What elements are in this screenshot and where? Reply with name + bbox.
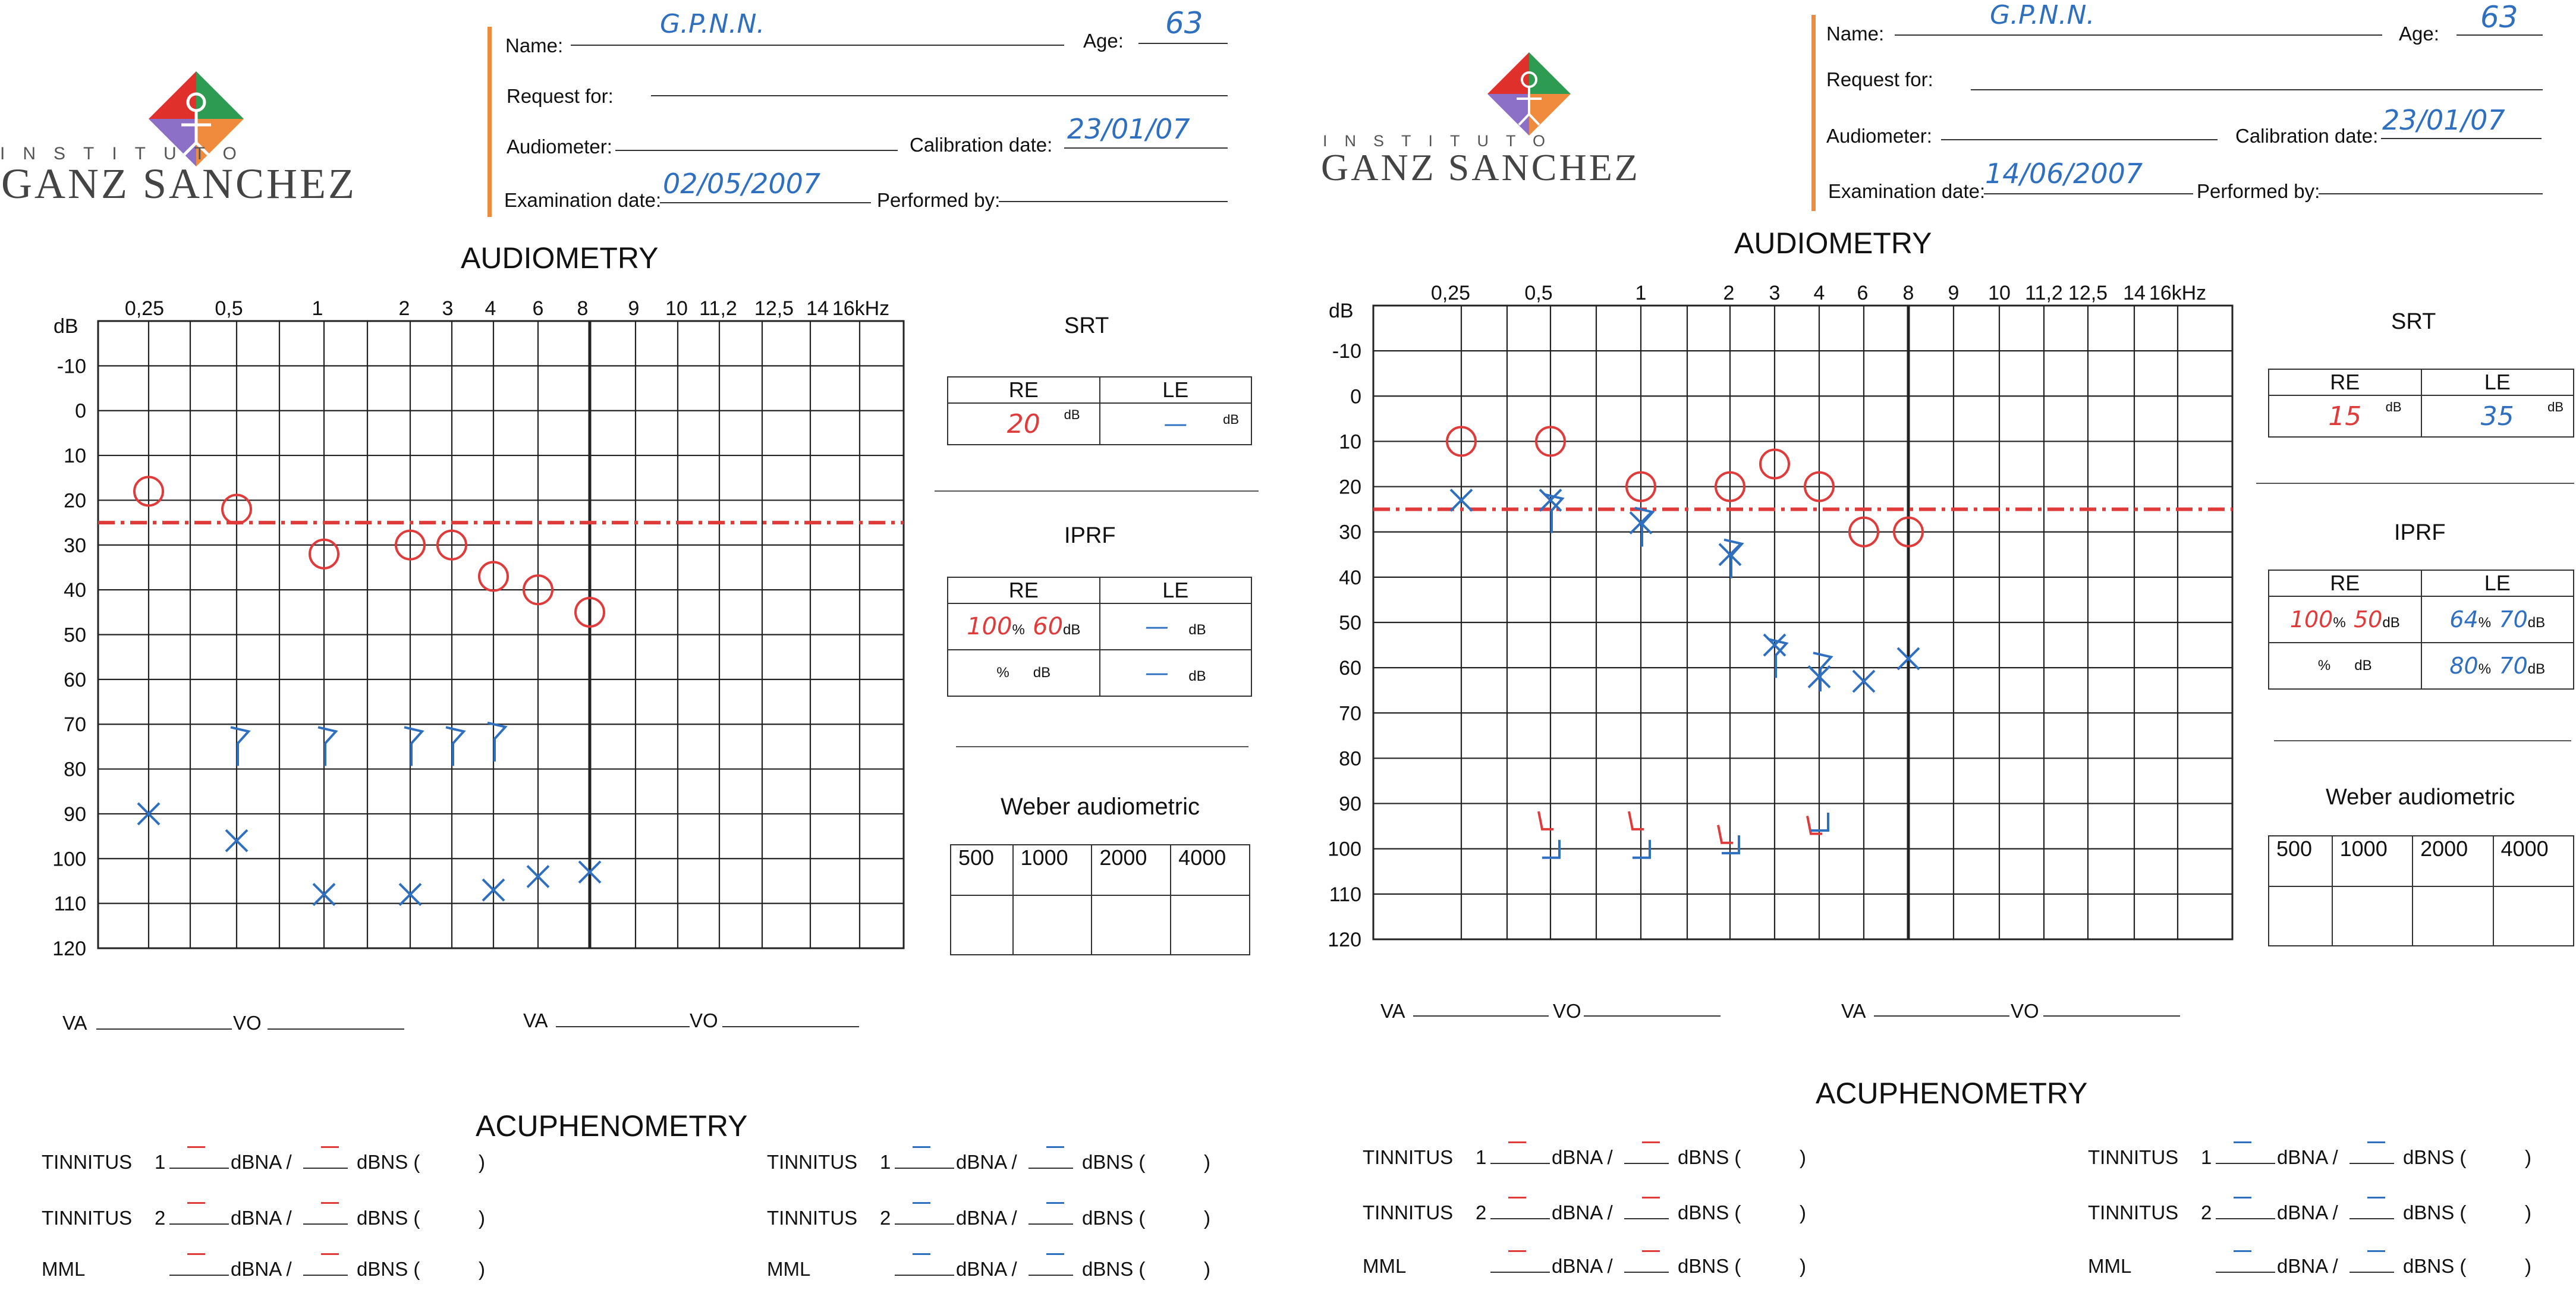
x-tick-label: 9	[1948, 282, 1959, 304]
calibration-field-line	[1064, 147, 1228, 149]
x-tick-label: 10	[665, 297, 688, 320]
name-label: Name:	[505, 34, 564, 56]
acu-hand-dash	[1642, 1141, 1660, 1143]
acu-row-label: TINNITUS	[1363, 1201, 1454, 1223]
x-tick-label: 6	[1857, 282, 1869, 304]
acu-row-number: 1	[155, 1151, 166, 1173]
acu-dbns-label: dBNS (	[1082, 1258, 1146, 1280]
acu-close-paren: )	[479, 1151, 485, 1173]
iprf-header-le: LE	[2421, 570, 2574, 596]
masked-bone-mark	[1718, 825, 1733, 843]
acu-dbna-label: dBNA /	[2277, 1255, 2338, 1277]
acu-close-paren: )	[2525, 1146, 2531, 1168]
request-label: Request for:	[507, 85, 614, 107]
acu-hand-dash	[2367, 1197, 2385, 1199]
y-tick-label: 100	[1328, 838, 1361, 861]
separator-line	[2256, 483, 2574, 484]
acu-hand-dash	[1046, 1146, 1064, 1148]
weber-header-500: 500	[2269, 836, 2332, 886]
acu-line	[1028, 1223, 1073, 1225]
srt-header-re: RE	[948, 377, 1100, 403]
acu-dbns-label: dBNS (	[2403, 1146, 2467, 1168]
audiometer-label: Audiometer:	[1826, 125, 1932, 147]
iprf-header-re: RE	[2269, 570, 2421, 596]
y-tick-label: 40	[1339, 566, 1361, 589]
acu-line	[895, 1168, 954, 1169]
weber-header-2000: 2000	[2413, 836, 2493, 886]
srt-le-cell	[2421, 395, 2574, 437]
x-tick-label: 11,2	[699, 297, 737, 320]
x-tick-label: 6	[532, 297, 544, 320]
srt-le-unit: dB	[2547, 400, 2564, 414]
y-tick-label: 110	[54, 892, 86, 916]
bone-conduction-left-mark	[318, 727, 336, 766]
iprf-title: IPRF	[1064, 523, 1116, 548]
bone-conduction-left-mark	[1769, 639, 1786, 678]
acu-hand-dash	[321, 1146, 339, 1148]
age-label: Age:	[1083, 30, 1124, 52]
age-value: 63	[1165, 6, 1203, 40]
audiometer-label: Audiometer:	[507, 136, 612, 158]
exam-date-value: 14/06/2007	[1985, 158, 2143, 190]
acu-dbna-label: dBNA /	[2277, 1201, 2338, 1223]
weber-header-2000: 2000	[1092, 845, 1171, 895]
acu-row-label: MML	[2088, 1255, 2132, 1277]
logo-institute-text: INSTITUTO	[1323, 132, 1563, 150]
exam-date-label: Examination date:	[504, 189, 662, 211]
exam-date-label: Examination date:	[1828, 180, 1986, 202]
weber-title: Weber audiometric	[2326, 785, 2515, 810]
acu-line	[1490, 1218, 1550, 1219]
bone-conduction-left-mark	[231, 727, 249, 766]
calibration-field-line	[2381, 138, 2542, 139]
srt-header-re: RE	[2269, 369, 2421, 395]
y-tick-label: 80	[64, 758, 86, 781]
bone-conduction-left-mark	[487, 723, 505, 762]
acu-dbns-label: dBNS (	[357, 1258, 420, 1280]
srt-re-value: 15	[2328, 401, 2362, 432]
srt-header-le: LE	[2421, 369, 2574, 395]
acu-close-paren: )	[2525, 1255, 2531, 1277]
y-tick-label: 70	[64, 713, 86, 737]
y-tick-label: 10	[64, 445, 86, 468]
acu-dbna-label: dBNA /	[956, 1207, 1017, 1229]
separator-line	[2274, 740, 2571, 741]
acu-close-paren: )	[2525, 1201, 2531, 1223]
logo-name-text: GANZ SANCHEZ	[1321, 146, 1640, 188]
acu-line	[1028, 1275, 1073, 1276]
acu-dbna-label: dBNA /	[1552, 1255, 1613, 1277]
performed-by-field-line	[999, 201, 1228, 202]
acu-row-number: 2	[1476, 1201, 1487, 1223]
weber-header-4000: 4000	[1171, 845, 1250, 895]
acu-close-paren: )	[1800, 1146, 1806, 1168]
name-field-line	[571, 45, 1064, 46]
x-tick-label: 8	[1902, 282, 1914, 304]
acu-line	[1624, 1163, 1669, 1164]
acu-row-label: TINNITUS	[2088, 1146, 2179, 1168]
iprf-re-row2: % dB	[2269, 643, 2421, 689]
age-value: 63	[2480, 0, 2518, 34]
masked-bone-mark	[1539, 811, 1553, 829]
calibration-value: 23/01/07	[2382, 104, 2505, 136]
va-label: VA	[1841, 1000, 1866, 1022]
srt-le-value: —	[1163, 410, 1188, 438]
acu-row-label: MML	[42, 1258, 86, 1280]
acu-row-label: TINNITUS	[42, 1207, 133, 1229]
iprf-table	[947, 577, 1252, 697]
acu-hand-dash	[1508, 1197, 1526, 1199]
acu-row-label: MML	[1363, 1255, 1407, 1277]
srt-le-cell	[1100, 403, 1252, 445]
iprf-re-row2: % dB	[948, 650, 1100, 696]
acu-row-number: 2	[155, 1207, 166, 1229]
y-tick-label: 0	[75, 400, 86, 423]
audiometry-title: AUDIOMETRY	[1734, 227, 1932, 260]
acu-hand-dash	[1642, 1250, 1660, 1252]
separator-line	[956, 746, 1248, 747]
srt-le-value: 35	[2480, 401, 2514, 432]
acu-line	[1490, 1272, 1550, 1273]
logo-institute-text: INSTITUTO	[0, 144, 254, 163]
va-line	[1874, 1015, 2009, 1017]
acu-hand-dash	[2234, 1197, 2251, 1199]
x-tick-label: 0,5	[1524, 282, 1553, 304]
age-field-line	[2457, 34, 2543, 36]
y-tick-label: 120	[1328, 929, 1361, 951]
vo-label: VO	[2011, 1000, 2039, 1022]
exam-date-field-line	[1984, 193, 2193, 194]
weber-header-1000: 1000	[2332, 836, 2413, 886]
va-line	[556, 1026, 690, 1027]
acu-line	[303, 1275, 348, 1276]
srt-re-unit: dB	[2385, 400, 2402, 414]
acu-dbna-label: dBNA /	[1552, 1146, 1613, 1168]
exam-date-field-line	[660, 202, 871, 203]
x-tick-label: 4	[1813, 282, 1825, 304]
x-tick-label: 0,25	[1430, 282, 1471, 304]
acu-row-label: TINNITUS	[42, 1151, 133, 1173]
acu-close-paren: )	[1800, 1201, 1806, 1223]
x-tick-label: 14	[2123, 282, 2146, 304]
header-accent-bar	[1811, 15, 1816, 211]
va-label: VA	[1380, 1000, 1405, 1022]
x-tick-label: 0,5	[215, 297, 243, 320]
acu-hand-dash	[2234, 1141, 2251, 1143]
acu-line	[2216, 1272, 2275, 1273]
y-tick-label: 10	[1339, 430, 1361, 454]
x-tick-label: 1	[1635, 282, 1647, 304]
bone-conduction-left-mark	[446, 727, 464, 766]
x-tick-label: 1	[312, 297, 323, 320]
srt-title: SRT	[1064, 313, 1109, 338]
acu-dbns-label: dBNS (	[357, 1207, 420, 1229]
age-field-line	[1138, 43, 1228, 44]
y-tick-label: 120	[52, 938, 86, 960]
x-tick-label: 16kHz	[2149, 282, 2207, 304]
acu-dbns-label: dBNS (	[2403, 1201, 2467, 1223]
x-tick-label: 8	[577, 297, 589, 320]
y-tick-label: 80	[1339, 747, 1361, 770]
weber-title: Weber audiometric	[1001, 794, 1200, 820]
y-tick-label: 60	[64, 668, 86, 691]
acu-hand-dash	[321, 1202, 339, 1204]
y-tick-label: 100	[52, 848, 86, 871]
y-tick-label: 50	[64, 624, 86, 647]
calibration-label: Calibration date:	[910, 134, 1053, 156]
acu-close-paren: )	[1800, 1255, 1806, 1277]
acu-line	[2349, 1163, 2394, 1164]
calibration-value: 23/01/07	[1067, 113, 1190, 145]
acu-line	[2216, 1218, 2275, 1219]
acu-row-number: 2	[2201, 1201, 2212, 1223]
y-tick-label: 90	[64, 803, 86, 826]
acu-line	[303, 1223, 348, 1225]
request-field-line	[651, 95, 1228, 96]
acu-dbns-label: dBNS (	[1082, 1151, 1146, 1173]
audiogram-chart	[0, 279, 927, 963]
acu-hand-dash	[1508, 1141, 1526, 1143]
y-tick-label: -10	[56, 355, 86, 378]
acu-dbna-label: dBNA /	[231, 1151, 292, 1173]
audiogram-chart	[1288, 279, 2216, 963]
acu-close-paren: )	[479, 1207, 485, 1229]
name-field-line	[1895, 34, 2382, 36]
y-tick-label: 20	[1339, 476, 1361, 499]
performed-by-label: Performed by:	[2197, 180, 2320, 202]
acu-hand-dash	[187, 1202, 205, 1204]
y-tick-label: -10	[1332, 340, 1361, 363]
iprf-re-row1: 100% 50dB	[2269, 596, 2421, 643]
acuphenometry-title: ACUPHENOMETRY	[476, 1109, 748, 1143]
acu-line	[169, 1275, 229, 1276]
y-tick-label: 20	[64, 489, 86, 512]
acu-hand-dash	[2234, 1250, 2251, 1252]
acu-line	[1624, 1218, 1669, 1219]
acu-line	[1490, 1163, 1550, 1164]
y-tick-label: 110	[1329, 883, 1361, 906]
x-tick-label: 4	[485, 297, 496, 320]
acu-line	[2349, 1218, 2394, 1219]
va-line	[1413, 1015, 1549, 1017]
x-tick-label: 2	[398, 297, 410, 320]
acu-row-label: MML	[767, 1258, 811, 1280]
srt-re-cell	[948, 403, 1100, 445]
iprf-title: IPRF	[2394, 520, 2446, 545]
audiometry-title: AUDIOMETRY	[461, 241, 659, 275]
acu-line	[895, 1275, 954, 1276]
va-label: VA	[62, 1012, 87, 1034]
vo-label: VO	[690, 1009, 718, 1031]
separator-line	[935, 490, 1259, 492]
acu-dbna-label: dBNA /	[1552, 1201, 1613, 1223]
x-tick-label: 16kHz	[832, 297, 890, 320]
masked-bone-mark	[1629, 811, 1644, 829]
srt-table	[947, 376, 1252, 445]
acu-close-paren: )	[1204, 1207, 1210, 1229]
request-field-line	[1971, 89, 2543, 90]
y-axis-label: dB	[1329, 300, 1354, 322]
acu-row-label: TINNITUS	[767, 1207, 858, 1229]
weber-table	[2268, 835, 2574, 946]
vo-line	[1584, 1015, 1721, 1017]
acu-dbna-label: dBNA /	[231, 1258, 292, 1280]
y-tick-label: 50	[1339, 612, 1361, 634]
weber-table	[950, 844, 1250, 955]
acu-line	[1624, 1272, 1669, 1273]
acu-dbna-label: dBNA /	[956, 1258, 1017, 1280]
va-label: VA	[523, 1009, 548, 1031]
bone-conduction-left-mark	[404, 727, 422, 766]
acu-hand-dash	[1642, 1197, 1660, 1199]
acu-dbna-label: dBNA /	[231, 1207, 292, 1229]
acu-line	[2349, 1272, 2394, 1273]
acuphenometry-title: ACUPHENOMETRY	[1816, 1077, 2088, 1110]
iprf-le-row1: 64% 70dB	[2421, 596, 2574, 643]
y-tick-label: 30	[64, 534, 86, 557]
x-tick-label: 12,5	[754, 297, 794, 320]
x-tick-label: 0,25	[124, 297, 165, 320]
srt-re-value: 20	[1007, 408, 1040, 439]
acu-dbns-label: dBNS (	[357, 1151, 420, 1173]
srt-re-cell	[2269, 395, 2421, 437]
acu-dbns-label: dBNS (	[2403, 1255, 2467, 1277]
acu-row-number: 1	[1476, 1146, 1487, 1168]
y-axis-label: dB	[54, 315, 78, 338]
name-value: G.P.N.N.	[1990, 0, 2095, 30]
acu-hand-dash	[2367, 1141, 2385, 1143]
performed-by-field-line	[2319, 193, 2543, 194]
x-tick-label: 14	[806, 297, 829, 320]
srt-re-unit: dB	[1064, 407, 1080, 422]
acu-close-paren: )	[479, 1258, 485, 1280]
y-tick-label: 0	[1350, 385, 1361, 408]
name-label: Name:	[1826, 23, 1885, 45]
acu-close-paren: )	[1204, 1151, 1210, 1173]
name-value: G.P.N.N.	[660, 9, 765, 39]
acu-hand-dash	[913, 1146, 930, 1148]
x-tick-label: 3	[1769, 282, 1781, 304]
age-label: Age:	[2399, 23, 2439, 45]
audiometer-field-line	[1941, 139, 2218, 140]
calibration-label: Calibration date:	[2235, 125, 2379, 147]
acu-hand-dash	[321, 1253, 339, 1255]
iprf-le-row2: — dB	[1100, 650, 1252, 696]
srt-title: SRT	[2391, 309, 2436, 334]
weber-header-4000: 4000	[2493, 836, 2574, 886]
acu-dbns-label: dBNS (	[1678, 1146, 1741, 1168]
x-tick-label: 9	[628, 297, 640, 320]
iprf-header-re: RE	[948, 577, 1100, 603]
audiometer-field-line	[615, 150, 898, 151]
acu-dbna-label: dBNA /	[956, 1151, 1017, 1173]
vo-line	[268, 1028, 404, 1030]
acu-line	[2216, 1163, 2275, 1164]
exam-date-value: 02/05/2007	[663, 168, 821, 200]
vo-line	[722, 1026, 859, 1027]
acu-hand-dash	[1508, 1250, 1526, 1252]
acu-line	[1028, 1168, 1073, 1169]
iprf-le-row1: — dB	[1100, 603, 1252, 650]
acu-row-number: 1	[2201, 1146, 2212, 1168]
acu-line	[169, 1168, 229, 1169]
srt-table	[2268, 369, 2574, 438]
acu-line	[303, 1168, 348, 1169]
x-tick-label: 2	[1723, 282, 1735, 304]
acu-dbns-label: dBNS (	[1678, 1201, 1741, 1223]
va-line	[96, 1028, 232, 1030]
acu-hand-dash	[2367, 1250, 2385, 1252]
acu-row-number: 2	[880, 1207, 891, 1229]
acu-row-label: TINNITUS	[767, 1151, 858, 1173]
logo-name-text: GANZ SANCHEZ	[1, 160, 357, 207]
acu-hand-dash	[1046, 1253, 1064, 1255]
acu-hand-dash	[187, 1146, 205, 1148]
y-tick-label: 40	[64, 579, 86, 602]
audiogram-sheet-2	[1288, 0, 2576, 1296]
iprf-le-row2: 80% 70dB	[2421, 643, 2574, 689]
x-tick-label: 3	[442, 297, 454, 320]
y-tick-label: 90	[1339, 792, 1361, 816]
srt-header-le: LE	[1100, 377, 1252, 403]
acu-line	[895, 1223, 954, 1225]
acu-row-label: TINNITUS	[1363, 1146, 1454, 1168]
acu-close-paren: )	[1204, 1258, 1210, 1280]
iprf-header-le: LE	[1100, 577, 1252, 603]
acu-line	[169, 1223, 229, 1225]
acu-hand-dash	[913, 1253, 930, 1255]
iprf-table	[2268, 570, 2574, 690]
vo-label: VO	[233, 1012, 262, 1034]
acu-dbna-label: dBNA /	[2277, 1146, 2338, 1168]
request-label: Request for:	[1826, 68, 1933, 90]
x-tick-label: 12,5	[2068, 282, 2108, 304]
acu-hand-dash	[1046, 1202, 1064, 1204]
vo-line	[2043, 1015, 2180, 1017]
y-tick-label: 60	[1339, 657, 1361, 680]
y-tick-label: 70	[1339, 702, 1361, 725]
y-tick-label: 30	[1339, 521, 1361, 544]
acu-dbns-label: dBNS (	[1082, 1207, 1146, 1229]
acu-hand-dash	[187, 1253, 205, 1255]
bone-conduction-left-mark	[1545, 495, 1562, 533]
acu-hand-dash	[913, 1202, 930, 1204]
x-tick-label: 10	[1988, 282, 2011, 304]
acu-dbns-label: dBNS (	[1678, 1255, 1741, 1277]
acu-row-label: TINNITUS	[2088, 1201, 2179, 1223]
iprf-re-row1: 100% 60dB	[948, 603, 1100, 650]
header-accent-bar	[487, 27, 492, 217]
acu-row-number: 1	[880, 1151, 891, 1173]
vo-label: VO	[1553, 1000, 1581, 1022]
srt-le-unit: dB	[1223, 412, 1239, 427]
performed-by-label: Performed by:	[877, 189, 1001, 211]
x-tick-label: 11,2	[2025, 282, 2063, 304]
weber-header-1000: 1000	[1013, 845, 1092, 895]
weber-header-500: 500	[951, 845, 1013, 895]
